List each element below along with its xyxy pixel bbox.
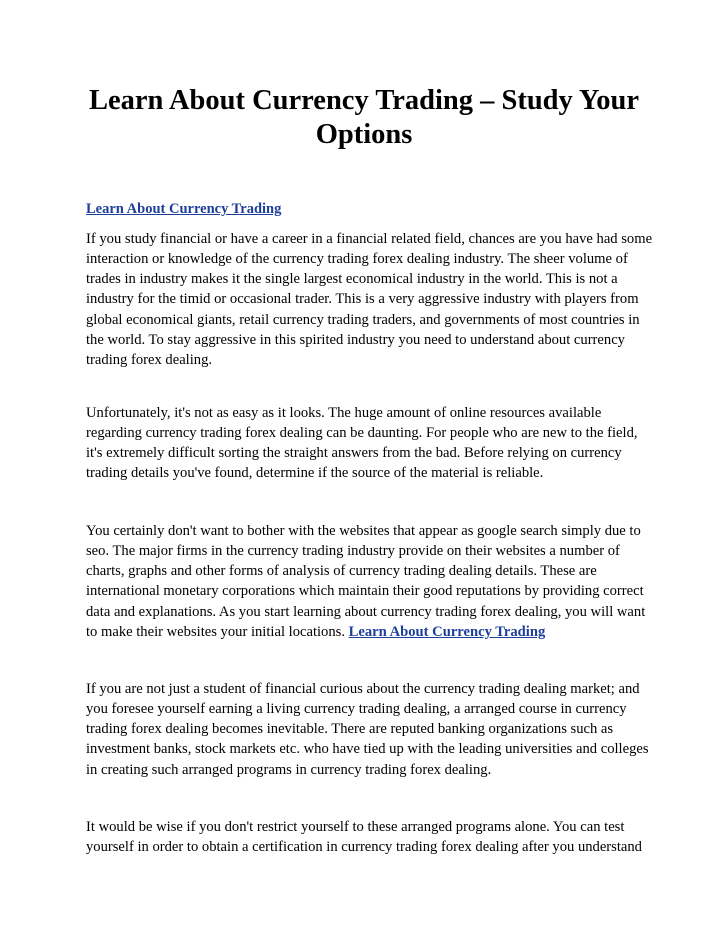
text-line: charts, graphs and other forms of analysis of currency trading dealing details. These are <box>86 563 597 580</box>
page-title-line: Learn About Currency Trading – Study Your <box>88 85 640 116</box>
page-title <box>70 84 658 152</box>
text-line: data and explanations. As you start learning about currency trading forex dealing, you will want <box>86 603 646 620</box>
text-line: yourself in order to obtain a certification in currency trading forex dealing after you understand <box>86 839 642 856</box>
text-line: regarding currency trading forex dealing can be daunting. For people who are new to the field, <box>86 425 638 442</box>
text-line: Unfortunately, it's not as easy as it looks. The huge amount of online resources available <box>86 405 602 421</box>
text-line: global economical giants, retail currency trading traders, and governments of most countries in <box>86 311 640 328</box>
text-segment: to make their websites your initial locations. <box>86 623 345 640</box>
text-line: If you are not just a student of financial curious about the currency trading dealing market; and <box>86 681 640 697</box>
text-line: the world. To stay aggressive in this spirited industry you need to understand about currency <box>86 331 625 348</box>
text-line: trading forex dealing. <box>86 351 213 368</box>
paragraph <box>86 229 653 370</box>
text-line: interaction or knowledge of the currency trading forex dealing industry. The sheer volume of <box>86 251 628 268</box>
paragraph <box>86 521 646 642</box>
lead-link[interactable]: Learn About Currency Trading <box>86 201 282 217</box>
text-line: You certainly don't want to bother with the websites that appear as google search simply due to <box>86 523 641 539</box>
text-line: in creating such arranged programs in currency trading forex dealing. <box>86 761 492 778</box>
text-line: you foresee yourself earning a living currency trading dealing, a arranged course in currency <box>86 701 627 718</box>
text-line: trades in industry makes it the single largest economical industry in the world. This is not a <box>86 271 618 288</box>
text-line: If you study financial or have a career in a financial related field, chances are you have had some <box>86 231 653 247</box>
text-line: international monetary corporations which maintain their good reputations by providing correct <box>86 583 644 600</box>
text-line: investment banks, stock markets etc. who have tied up with the leading universities and colleges <box>86 741 649 758</box>
text-line: industry for the timid or occasional trader. This is a very aggressive industry with players from <box>86 291 639 308</box>
text-line: trading forex dealing becomes inevitable. There are reputed banking organizations such as <box>86 721 614 738</box>
text-line: it's extremely difficult sorting the straight answers from the bad. Before relying on currency <box>86 445 622 462</box>
page-title-line: Options <box>315 119 413 150</box>
text-line: It would be wise if you don't restrict yourself to these arranged programs alone. You can test <box>86 819 625 835</box>
inline-link[interactable]: Learn About Currency Trading <box>348 623 546 640</box>
text-line-with-link <box>86 622 646 642</box>
paragraph <box>86 817 646 857</box>
text-line: seo. The major firms in the currency trading industry provide on their websites a number of <box>86 543 620 560</box>
text-line: trading details you've found, determine if the source of the material is reliable. <box>86 465 544 482</box>
paragraph <box>86 403 646 484</box>
paragraph <box>86 679 649 780</box>
